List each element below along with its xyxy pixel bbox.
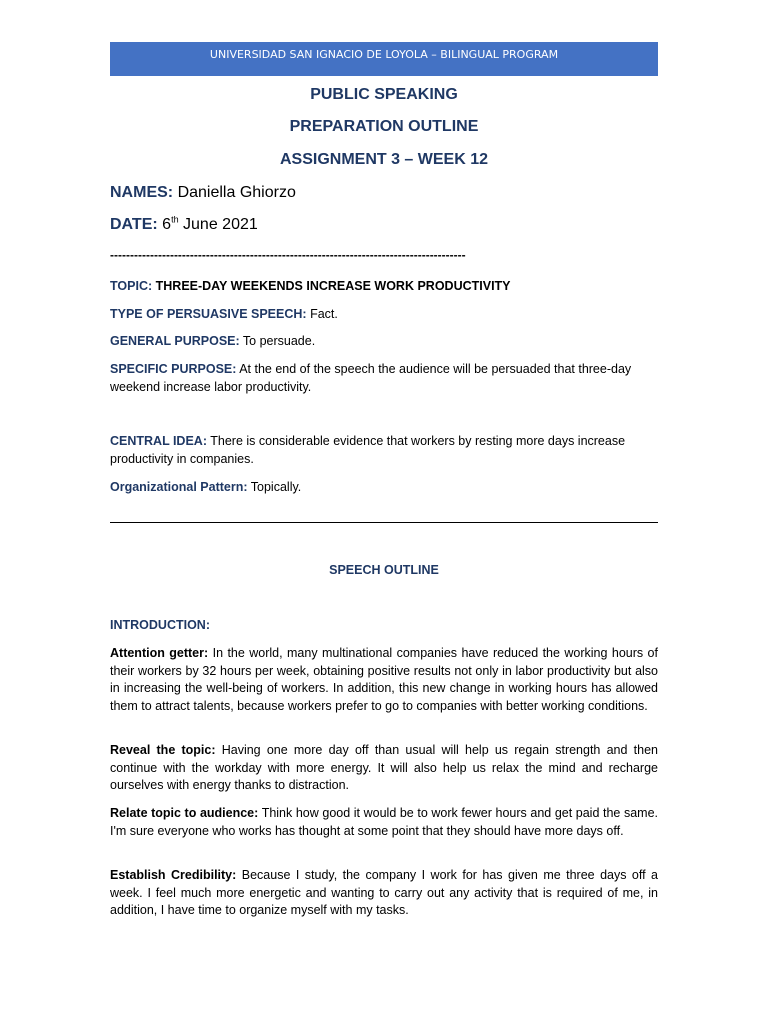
specific-purpose-value: At the end of the speech the audience will be persuaded that three-day weekend increase labor productivity. bbox=[110, 362, 632, 394]
attention-getter-paragraph bbox=[110, 645, 658, 715]
general-purpose-field bbox=[110, 333, 658, 351]
general-purpose-label: GENERAL PURPOSE: bbox=[110, 334, 240, 348]
organizational-pattern-field bbox=[110, 479, 658, 497]
establish-credibility-label: Establish Credibility: bbox=[110, 868, 237, 882]
topic-value: THREE-DAY WEEKENDS INCREASE WORK PRODUCTIVITY bbox=[155, 279, 511, 293]
relate-topic-text: Think how good it would be to work fewer hours and get paid the same. I'm sure everyone who works has thought at some point that they should have more days off. bbox=[110, 806, 659, 838]
central-idea-value: There is considerable evidence that workers by resting more days increase productivity in companies. bbox=[110, 434, 626, 466]
names-line bbox=[110, 183, 296, 203]
heading-outline-type: PREPARATION OUTLINE bbox=[289, 118, 479, 135]
horizontal-rule bbox=[110, 522, 658, 523]
speech-type-label: TYPE OF PERSUASIVE SPEECH: bbox=[110, 307, 307, 321]
reveal-topic-label: Reveal the topic: bbox=[110, 743, 216, 757]
date-label: DATE: bbox=[110, 216, 158, 233]
names-label: NAMES: bbox=[110, 184, 174, 201]
heading-assignment: ASSIGNMENT 3 – WEEK 12 bbox=[279, 151, 489, 168]
establish-credibility-text: Because I study, the company I work for has given me three days off a week. I feel much more energetic and wanting to carry out any activity that is required of me, in addition, I have time to organize myself with my tasks. bbox=[110, 868, 658, 917]
central-idea-field bbox=[110, 433, 658, 468]
date-line bbox=[110, 215, 258, 235]
heading-course: PUBLIC SPEAKING bbox=[310, 86, 458, 103]
banner-text: UNIVERSIDAD SAN IGNACIO DE LOYOLA – BILINGUAL PROGRAM bbox=[209, 48, 559, 61]
speech-outline-title: SPEECH OUTLINE bbox=[329, 563, 439, 577]
topic-field bbox=[110, 278, 658, 296]
central-idea-label: CENTRAL IDEA: bbox=[110, 434, 207, 448]
relate-topic-paragraph bbox=[110, 805, 658, 840]
introduction-heading: INTRODUCTION: bbox=[110, 618, 210, 632]
date-day: 6 bbox=[162, 216, 172, 233]
attention-getter-label: Attention getter: bbox=[110, 646, 209, 660]
speech-type-value: Fact. bbox=[310, 307, 338, 321]
date-value bbox=[162, 216, 258, 233]
speech-type-field bbox=[110, 306, 658, 324]
reveal-topic-text: Having one more day off than usual will help us regain strength and then continue with the workday with more energy. It will also help us relax the mind and recharge ourselves with energy thanks to distraction. bbox=[110, 743, 658, 792]
specific-purpose-field bbox=[110, 361, 658, 396]
names-value: Daniella Ghiorzo bbox=[177, 184, 296, 201]
university-banner bbox=[110, 42, 658, 76]
reveal-topic-paragraph bbox=[110, 742, 658, 795]
specific-purpose-label: SPECIFIC PURPOSE: bbox=[110, 362, 237, 376]
organizational-pattern-value: Topically. bbox=[250, 480, 302, 494]
relate-topic-label: Relate topic to audience: bbox=[110, 806, 259, 820]
date-rest: June 2021 bbox=[183, 216, 258, 233]
organizational-pattern-label: Organizational Pattern: bbox=[110, 480, 248, 494]
topic-label: TOPIC: bbox=[110, 279, 153, 293]
establish-credibility-paragraph bbox=[110, 867, 658, 920]
date-suffix: th bbox=[171, 214, 179, 225]
attention-getter-text: In the world, many multinational companies have reduced the working hours of their workers by 32 hours per week, obtaining positive results not only in labor productivity but also in increasing the well-being of workers. In addition, this new change in working hours has allowed them to attract talents, because workers prefer to go to companies with better working conditions. bbox=[110, 646, 658, 713]
general-purpose-value: To persuade. bbox=[242, 334, 316, 348]
dashed-separator: ----------------------------------------------------------------------------------------- bbox=[110, 248, 466, 262]
